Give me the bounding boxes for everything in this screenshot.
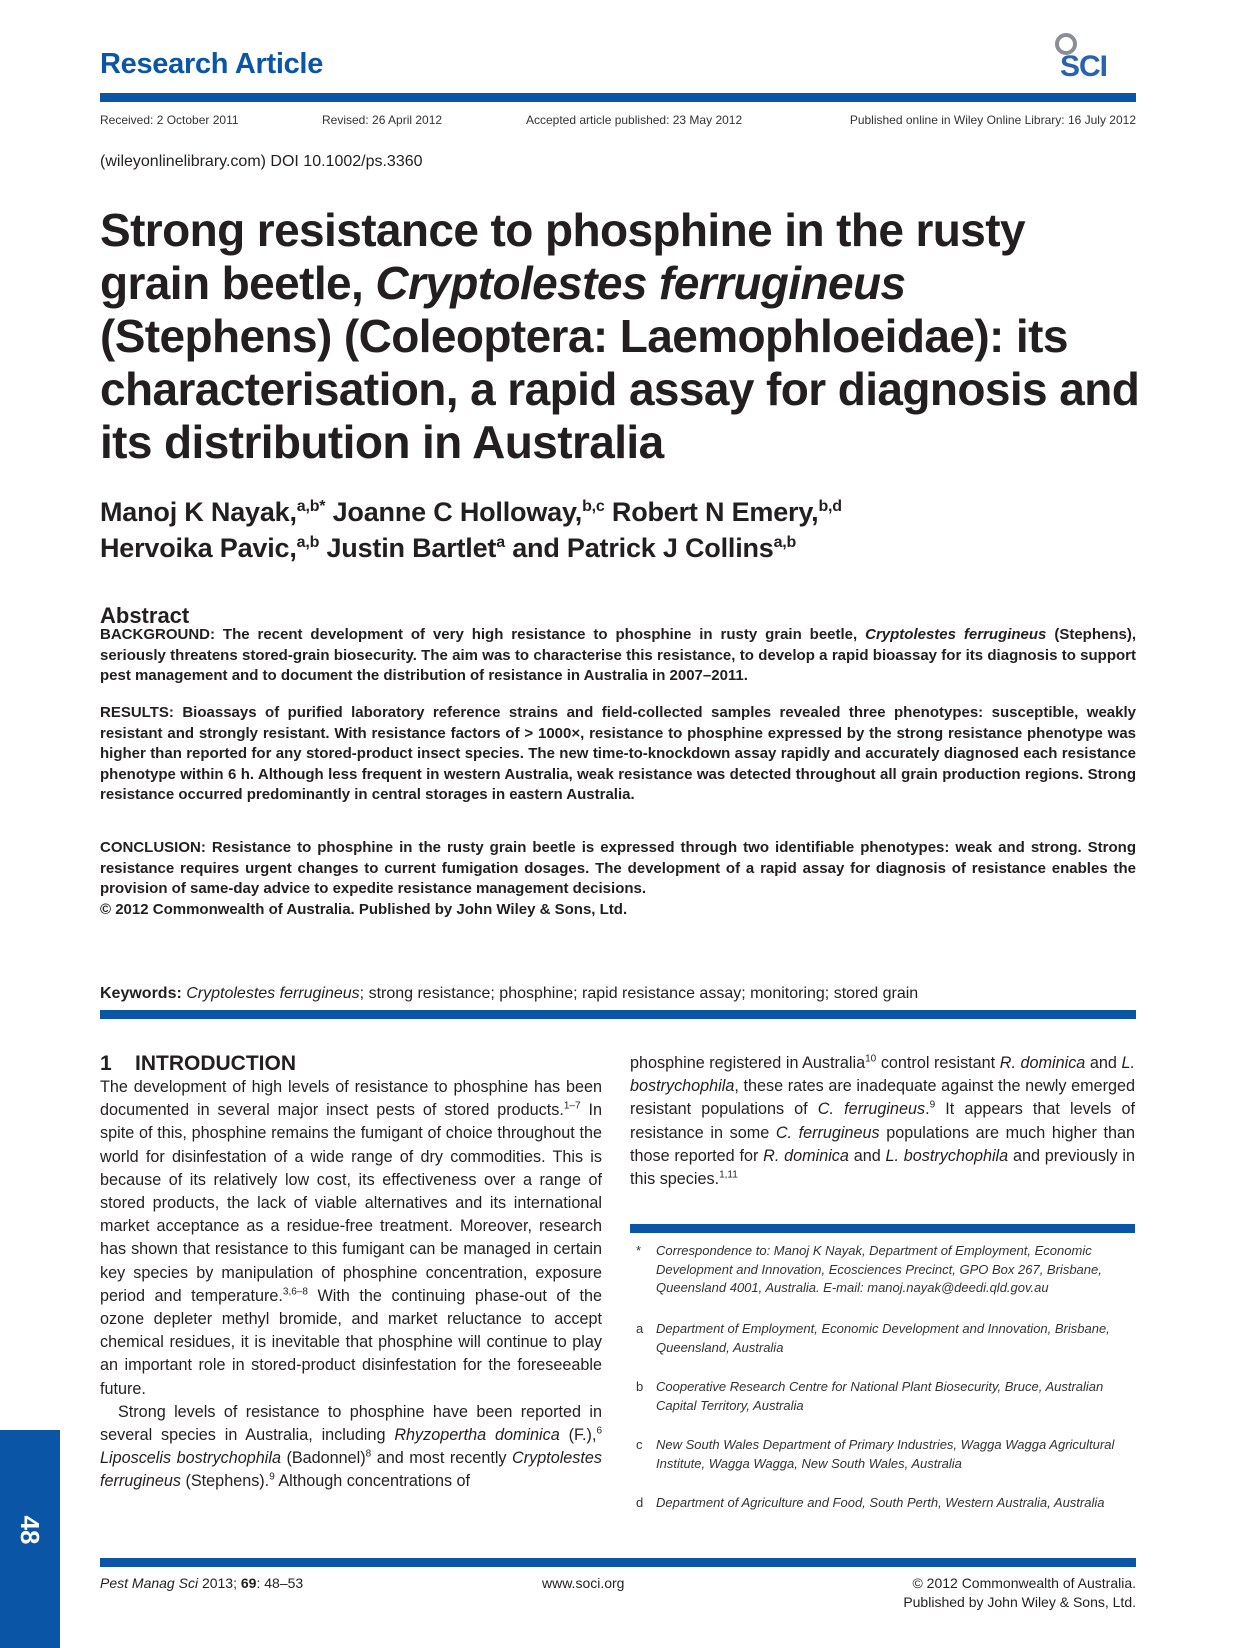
- doi[interactable]: (wileyonlinelibrary.com) DOI 10.1002/ps.3360: [100, 153, 423, 170]
- keywords: Keywords: Cryptolestes ferrugineus; strong resistance; phosphine; rapid resistance assay; monitoring; stored grain: [100, 985, 919, 1002]
- intro-paragraph: Strong levels of resistance to phosphine have been reported in several species in Australia, including Rhyzopertha dominica (F.),$^6$ Liposcelis bostrychophila (Badonnel)$^8$ and most recently Cryptolestes ferrugineus (Stephens).$^9$ Although concentrations of: [100, 1402, 602, 1491]
- website-link[interactable]: www.soci.org: [542, 1575, 625, 1591]
- author: and Patrick J Collins$^{a,b}$: [504, 533, 797, 563]
- abstract-background: BACKGROUND: The recent development of very high resistance to phosphine in rusty grain beetle, Cryptolestes ferrugineus (Stephens), seriously threatens stored-grain biosecurity. The aim was to characterise this resistance, to develop a rapid bioassay for its diagnosis to support pest management and to document the distribution of resistance in Australia in 2007–2011.: [100, 626, 1136, 684]
- published-date: Published online in Wiley Online Library: 16 July 2012: [849, 113, 1136, 127]
- author: Manoj K Nayak,$^{a,b*}$: [100, 497, 326, 527]
- footnote-affiliation: a Department of Employment, Economic Development and Innovation, Brisbane, Queensland, Australia: [636, 1321, 1110, 1355]
- abstract-heading: Abstract: [100, 603, 190, 628]
- footnote-divider: [630, 1224, 1135, 1233]
- author-list: [100, 494, 1140, 566]
- author: Hervoika Pavic,$^{a,b}$: [100, 533, 320, 563]
- intro-heading: 1 INTRODUCTION: [100, 1052, 297, 1075]
- logo-text: SCI: [1060, 50, 1108, 83]
- intro-paragraph: phosphine registered in Australia$^{10}$ control resistant R. dominica and L. bostrychophila, these rates are inadequate against the newly emerged resistant populations of C. ferrugineus.$^9$ It appears that levels of resistance in some C. ferrugineus populations are much higher than those reported for R. dominica and L. bostrychophila and previously in this species.$^{1,11}$: [630, 1053, 1136, 1189]
- journal-citation: Pest Manag Sci 2013; 69: 48–53: [100, 1575, 304, 1591]
- footnote-correspondence: * Correspondence to: Manoj K Nayak, Department of Employment, Economic Development and Innovation, Ecosciences Precinct, GPO Box 267, Brisbane, Queensland 4001, Australia. E-mail: manoj.nayak@deedi.qld.gov.au: [636, 1243, 1102, 1295]
- intro-left-column: [100, 1076, 602, 1494]
- author: Joanne C Holloway,$^{b,c}$: [325, 497, 605, 527]
- sci-logo: [1052, 30, 1132, 82]
- footer-copyright: © 2012 Commonwealth of Australia. Published by John Wiley & Sons, Ltd.: [903, 1575, 1136, 1610]
- received-date: Received: 2 October 2011: [100, 113, 239, 127]
- intro-right-column: [630, 1052, 1135, 1191]
- author: Justin Bartlet$^a$: [319, 533, 505, 563]
- footnote-affiliation: d Department of Agriculture and Food, South Perth, Western Australia, Australia: [636, 1495, 1105, 1510]
- section-divider: [100, 1010, 1136, 1019]
- author: Robert N Emery,$^{b,d}$: [604, 497, 842, 527]
- abstract-results: RESULTS: Bioassays of purified laboratory reference strains and field-collected samples revealed three phenotypes: susceptible, weakly resistant and strongly resistant. With resistance factors of > 1000×, resistance to phosphine expressed by the strong resistance phenotype was higher than reported for any stored-product insect species. The new time-to-knockdown assay rapidly and accurately diagnosed each resistance phenotype within 6 h. Although less frequent in western Australia, weak resistance was detected throughout all grain production regions. Strong resistance occurred predominantly in central storages in eastern Australia.: [100, 704, 1136, 803]
- page-number: 48: [15, 1515, 46, 1545]
- revised-date: Revised: 26 April 2012: [322, 113, 443, 127]
- abstract-conclusion: CONCLUSION: Resistance to phosphine in the rusty grain beetle is expressed through two identifiable phenotypes: weak and strong. Strong resistance requires urgent changes to current fumigation dosages. The development of a rapid assay for diagnosis of resistance enables the provision of same-day advice to expedite resistance management decisions. © 2012 Commonwealth of Australia. Published by John Wiley & Sons, Ltd.: [100, 839, 1136, 918]
- article-title: Strong resistance to phosphine in the rusty grain beetle, Cryptolestes ferrugineus (Stephens) (Coleoptera: Laemophloeidae): its characterisation, a rapid assay for diagnosis and its distribution in Australia: [100, 204, 1140, 468]
- section-label: Research Article: [100, 48, 324, 80]
- bottom-divider: [100, 1558, 1136, 1567]
- intro-paragraph: The development of high levels of resistance to phosphine has been documented in several major insect pests of stored products.$^{1-7}$ In spite of this, phosphine remains the fumigant of choice throughout the world for disinfestation of a wide range of dry commodities. This is because of its relatively low cost, its effectiveness over a range of stored products, the lack of viable alternatives and its international market acceptance as a residue-free treatment. Moreover, research has shown that resistance to this fumigant can be managed in certain key species by manipulation of phosphine concentration, exposure period and temperature.$^{3,6-8}$ With the continuing phase-out of the ozone depleter methyl bromide, and market reluctance to accept chemical residues, it is inevitable that phosphine will continue to play an important role in stored-product disinfestation for the foreseeable future.: [100, 1078, 602, 1398]
- footnote-affiliation: b Cooperative Research Centre for National Plant Biosecurity, Bruce, Australian Capital Territory, Australia: [636, 1379, 1104, 1413]
- abstract-copyright: © 2012 Commonwealth of Australia. Published by John Wiley & Sons, Ltd.: [100, 900, 628, 918]
- accepted-date: Accepted article published: 23 May 2012: [526, 113, 743, 127]
- top-divider: [100, 93, 1136, 102]
- footnote-affiliation: c New South Wales Department of Primary Industries, Wagga Wagga Agricultural Institute, Wagga Wagga, New South Wales, Australia: [636, 1437, 1115, 1471]
